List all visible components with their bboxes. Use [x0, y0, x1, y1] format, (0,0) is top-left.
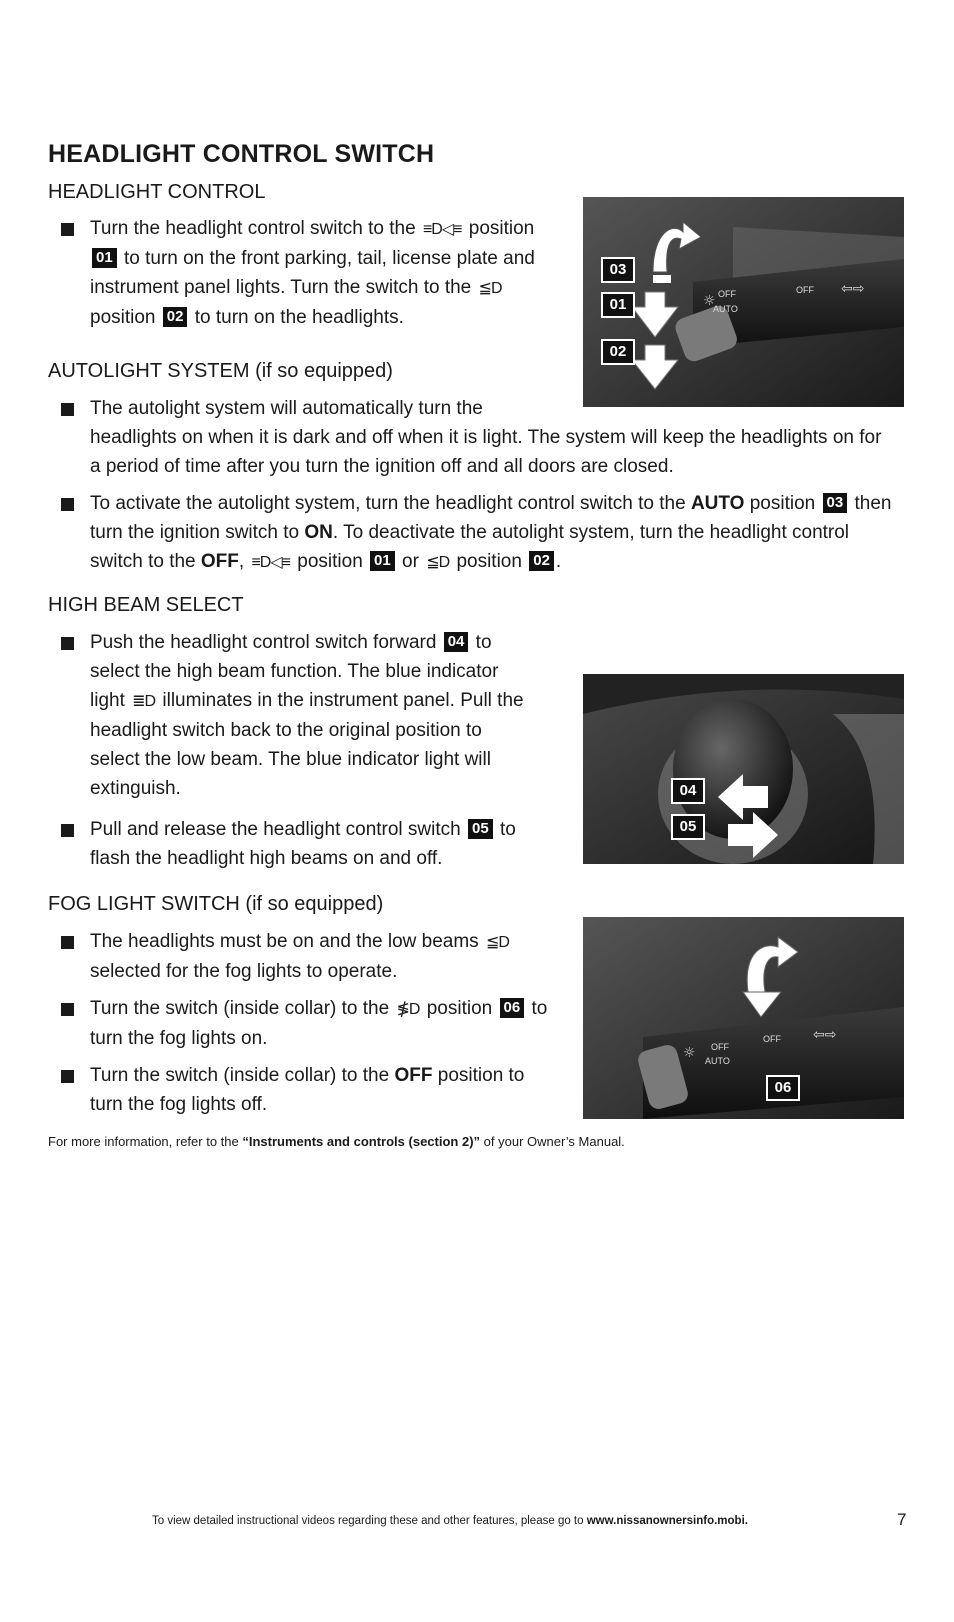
off-text: OFF	[200, 551, 239, 572]
on-text: ON	[304, 522, 333, 543]
text: Turn the switch (inside collar) to the	[90, 998, 390, 1019]
more-info-note	[48, 1134, 625, 1149]
off-label: OFF	[718, 289, 736, 299]
low-beam-icon: ≦D	[485, 934, 509, 951]
text: Pull and release the headlight control switch	[90, 819, 461, 840]
text: Turn the switch (inside collar) to the	[90, 1065, 390, 1086]
text: The headlights must be on and the low beams	[90, 931, 479, 952]
svg-text:⇦⇨: ⇦⇨	[813, 1027, 837, 1043]
high-beam-icon: ≣D	[132, 693, 156, 710]
svg-text:☼: ☼	[703, 293, 716, 309]
text: of your Owner’s Manual.	[483, 1134, 625, 1149]
text: Push the headlight control switch forward	[90, 632, 437, 653]
section-heading-fog-light: FOG LIGHT SWITCH (if so equipped)	[48, 893, 384, 915]
badge-01: 01	[370, 551, 395, 571]
bullet-square	[61, 498, 74, 511]
section-heading-high-beam: HIGH BEAM SELECT	[48, 594, 244, 616]
svg-text:AUTO: AUTO	[705, 1056, 730, 1066]
paragraph-high-beam-2	[90, 815, 530, 873]
svg-text:⇦⇨: ⇦⇨	[841, 281, 865, 297]
paragraph-fog-2	[90, 994, 550, 1053]
paragraph-fog-3	[90, 1061, 560, 1119]
bullet-square	[61, 1003, 74, 1016]
callout-03: 03	[601, 257, 635, 283]
text: selected for the fog lights to operate.	[90, 961, 398, 982]
fog-light-icon: ≸D	[396, 1001, 420, 1018]
page-title: HEADLIGHT CONTROL SWITCH	[48, 140, 435, 168]
svg-text:☼: ☼	[683, 1045, 696, 1061]
callout-06: 06	[766, 1075, 800, 1101]
badge-02: 02	[163, 307, 188, 327]
parking-light-icon: ≡D◁≡	[422, 221, 462, 238]
bullet-square	[61, 223, 74, 236]
bullet-square	[61, 1070, 74, 1083]
low-beam-icon: ≦D	[478, 280, 502, 297]
footer-text	[152, 1515, 748, 1527]
section-heading-headlight-control: HEADLIGHT CONTROL	[48, 181, 266, 203]
callout-02: 02	[601, 339, 635, 365]
callout-05: 05	[671, 814, 705, 840]
badge-06: 06	[500, 998, 525, 1018]
headlight-switch-photo	[583, 197, 904, 407]
text: Turn the headlight control switch to the	[90, 218, 416, 239]
text: to flash the headlight high beams on and off.	[90, 819, 516, 869]
low-beam-icon: ≦D	[426, 554, 450, 571]
text: to turn on the headlights.	[194, 307, 404, 328]
high-beam-illustration	[583, 674, 904, 864]
text: To view detailed instructional videos regarding these and other features, please go to	[152, 1515, 584, 1527]
callout-01: 01	[601, 292, 635, 318]
badge-02: 02	[529, 551, 554, 571]
fog-switch-illustration	[583, 917, 904, 1119]
paragraph-headlight-control	[90, 214, 550, 332]
auto-text: AUTO	[690, 493, 745, 514]
footer-link[interactable]: www.nissanownersinfo.mobi.	[586, 1515, 748, 1527]
text: position	[749, 493, 816, 514]
text: position	[297, 551, 363, 572]
callout-04: 04	[671, 778, 705, 804]
text: position to turn the fog lights off.	[90, 1065, 525, 1115]
svg-text:OFF: OFF	[763, 1034, 781, 1044]
section-heading-autolight: AUTOLIGHT SYSTEM (if so equipped)	[48, 360, 393, 382]
text: to select the high beam function. The blue indicator light	[90, 632, 499, 711]
manual-reference: “Instruments and controls (section 2)”	[242, 1134, 481, 1149]
text: position	[426, 998, 493, 1019]
text: .	[555, 551, 562, 572]
badge-01: 01	[92, 248, 117, 268]
text: To activate the autolight system, turn the headlight control switch to the	[90, 493, 686, 514]
text: to turn on the front parking, tail, license plate and instrument panel lights. Turn the switch to the	[90, 248, 535, 298]
bullet-square	[61, 637, 74, 650]
parking-light-icon: ≡D◁≡	[251, 554, 290, 571]
text: illuminates in the instrument panel. Pull the headlight switch back to the original position to select the low beam. The blue indicator light will extinguish.	[90, 690, 524, 799]
badge-03: 03	[823, 493, 848, 513]
text: position	[456, 551, 522, 572]
svg-text:OFF: OFF	[711, 1042, 729, 1052]
text: position	[90, 307, 156, 328]
badge-04: 04	[444, 632, 469, 652]
off-text: OFF	[394, 1065, 433, 1086]
paragraph-high-beam-1	[90, 628, 530, 803]
text: headlights on when it is dark and off when it is light. The system will keep the headlights on for a period of time after you turn the ignition off and all doors are closed.	[90, 427, 882, 477]
auto-label: AUTO	[713, 304, 738, 314]
high-beam-photo	[583, 674, 904, 864]
bullet-square	[61, 403, 74, 416]
text: For more information, refer to the	[48, 1134, 239, 1149]
off-label-2: OFF	[796, 285, 814, 295]
page-number: 7	[897, 1510, 907, 1529]
badge-05: 05	[468, 819, 493, 839]
text: The autolight system will automatically turn the	[90, 398, 483, 419]
text: or	[402, 551, 419, 572]
bullet-square	[61, 936, 74, 949]
text: to turn the fog lights on.	[90, 998, 548, 1049]
fog-switch-photo	[583, 917, 904, 1119]
text: then turn the ignition switch to	[90, 493, 892, 543]
text: ,	[238, 551, 245, 572]
text: position	[468, 218, 535, 239]
text: . To deactivate the autolight system, turn the headlight control switch to the	[90, 522, 850, 572]
bullet-square	[61, 824, 74, 837]
paragraph-autolight-2	[90, 489, 900, 577]
paragraph-fog-1	[90, 927, 530, 986]
paragraph-autolight-1	[90, 394, 890, 481]
